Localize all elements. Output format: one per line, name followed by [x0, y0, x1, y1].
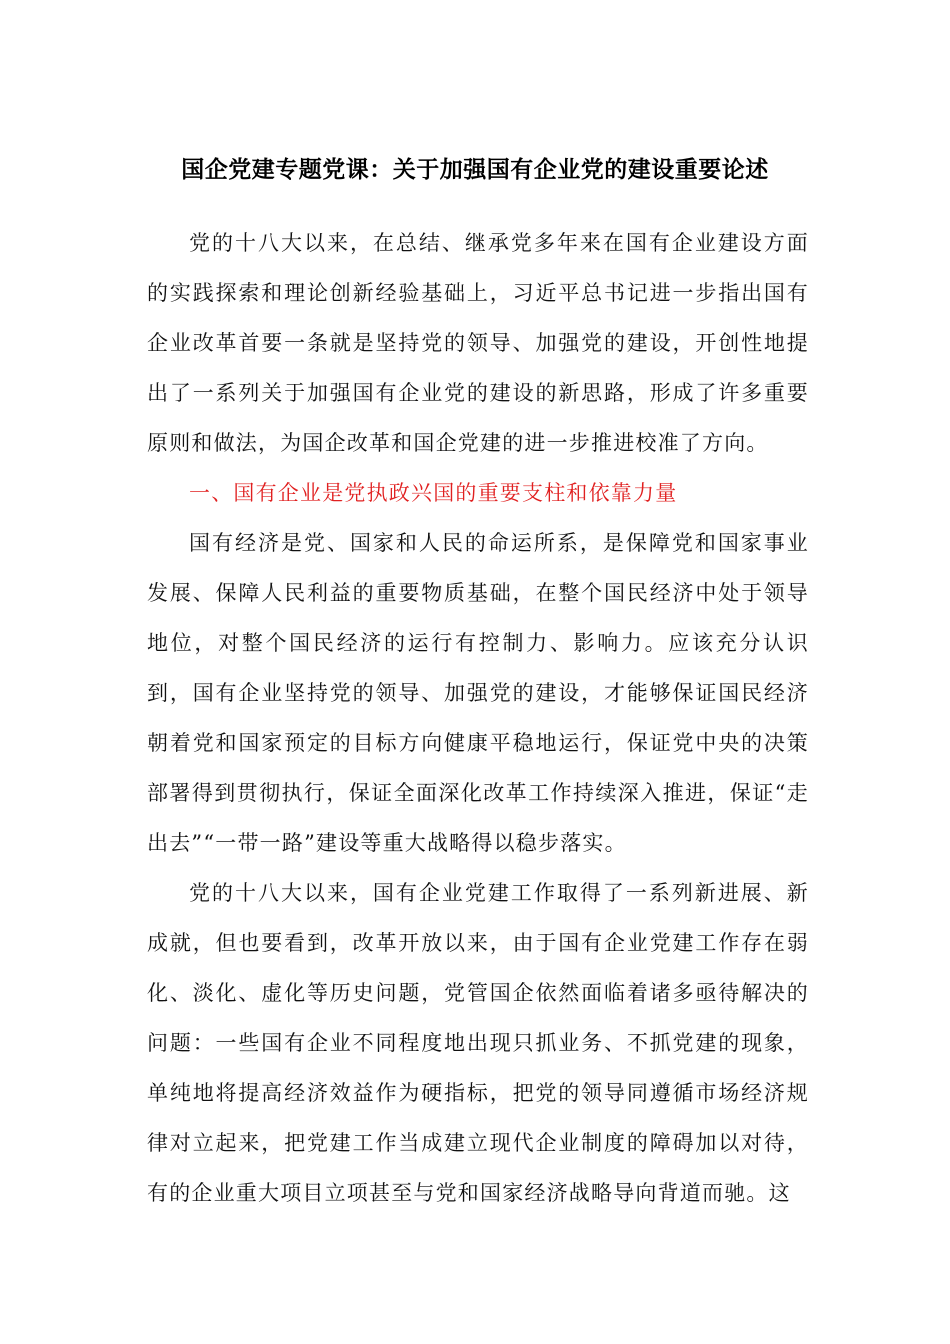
- document-body: [147, 218, 809, 1218]
- section-heading-1: 一、国有企业是党执政兴国的重要支柱和依靠力量: [189, 481, 678, 505]
- paragraph-intro: 党的十八大以来，在总结、继承党多年来在国有企业建设方面的实践探索和理论创新经验基础上，习近平总书记进一步指出国有企业改革首要一条就是坚持党的领导、加强党的建设，开创性地提出了一系列关于加强国有企业党的建设的新思路，形成了许多重要原则和做法，为国企改革和国企党建的进一步推进校准了方向。: [147, 231, 809, 455]
- paragraph-state-economy: 国有经济是党、国家和人民的命运所系，是保障党和国家事业发展、保障人民利益的重要物质基础，在整个国民经济中处于领导地位，对整个国民经济的运行有控制力、影响力。应该充分认识到，国有企业坚持党的领导、加强党的建设，才能够保证国民经济朝着党和国家预定的目标方向健康平稳地运行，保证党中央的决策部署得到贯彻执行，保证全面深化改革工作持续深入推进，保证“走出去”“一带一路”建设等重大战略得以稳步落实。: [147, 531, 809, 855]
- document-title: 国企党建专题党课：关于加强国有企业党的建设重要论述: [181, 156, 769, 183]
- paragraph-party-building-progress: 党的十八大以来，国有企业党建工作取得了一系列新进展、新成就，但也要看到，改革开放以来，由于国有企业党建工作存在弱化、淡化、虚化等历史问题，党管国企依然面临着诸多亟待解决的问题：一些国有企业不同程度地出现只抓业务、不抓党建的现象，单纯地将提高经济效益作为硬指标，把党的领导同遵循市场经济规律对立起来，把党建工作当成建立现代企业制度的障碍加以对待，有的企业重大项目立项甚至与党和国家经济战略导向背道而驰。这: [147, 881, 809, 1205]
